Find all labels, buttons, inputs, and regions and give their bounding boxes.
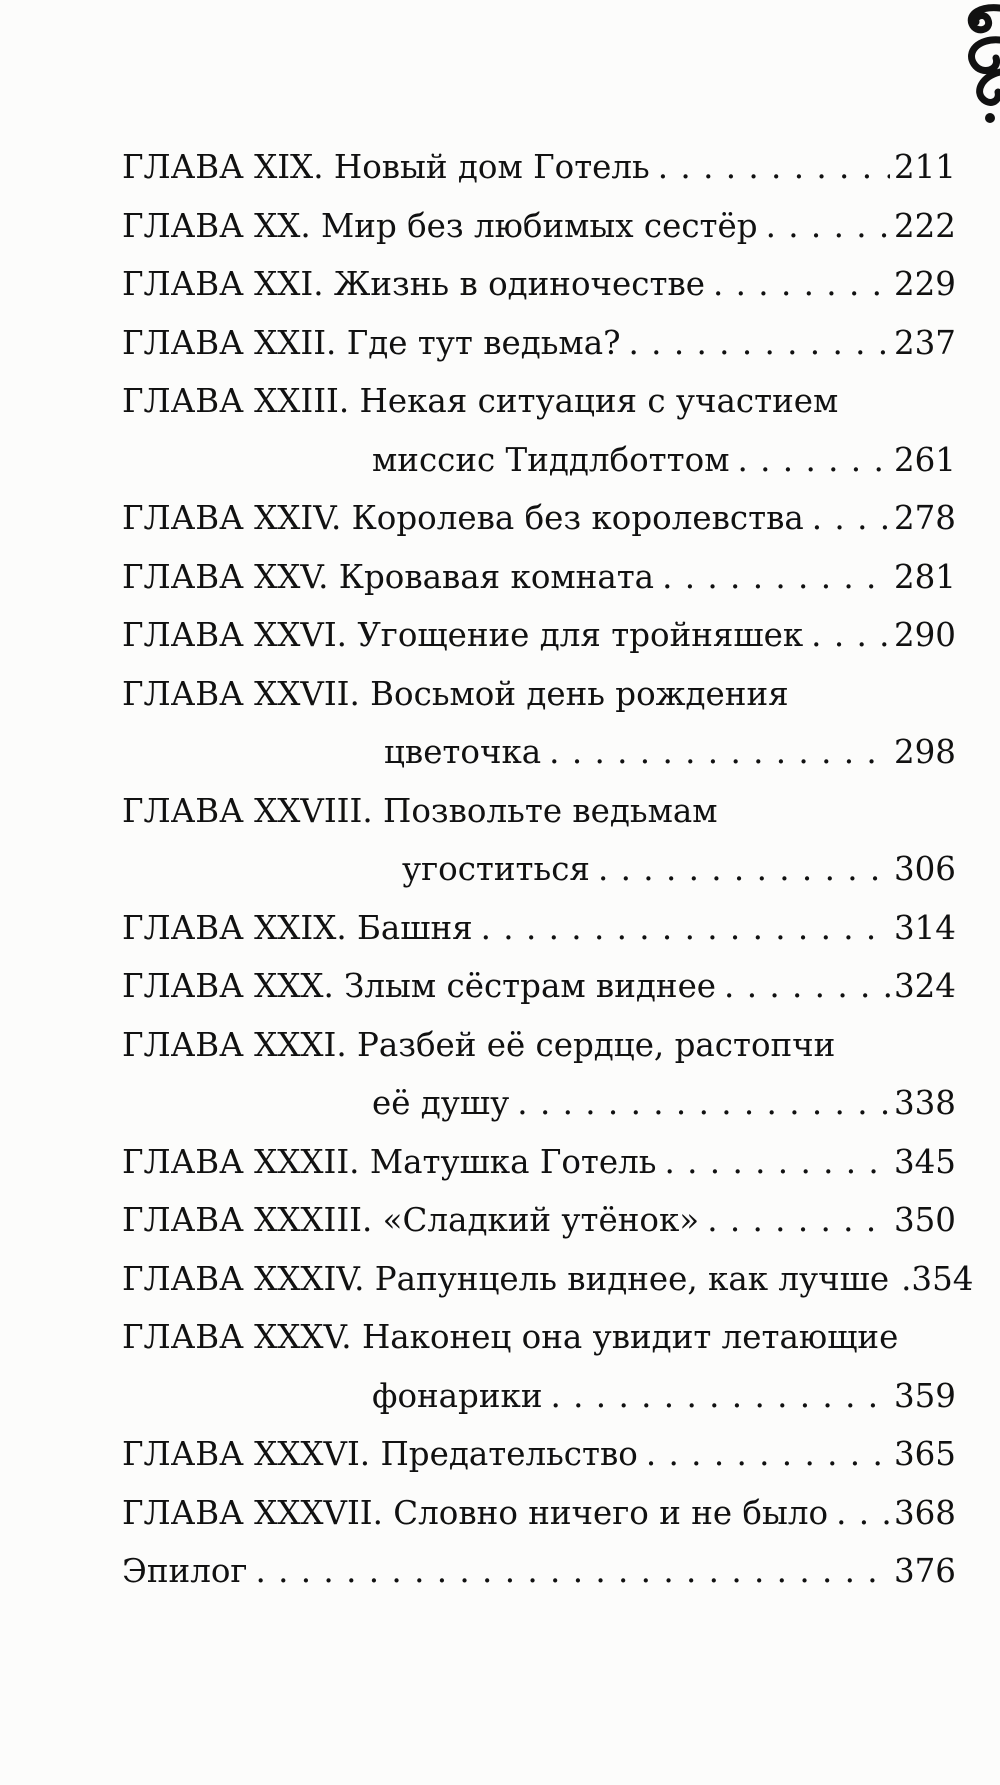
toc-page-number: 338 xyxy=(893,1084,956,1122)
toc-line xyxy=(122,1425,956,1484)
toc-title-text: фонарики xyxy=(372,1376,543,1415)
toc-line-title xyxy=(122,1016,956,1075)
toc-title-text: ГЛАВА XIX. Новый дом Готель xyxy=(122,148,650,186)
toc-line xyxy=(122,1074,956,1133)
toc-leader-dots xyxy=(716,957,890,1016)
toc-title-text: ГЛАВА XXXVI. Предательство xyxy=(122,1435,638,1473)
toc-line-title xyxy=(122,1308,956,1367)
toc-title-text: ГЛАВА XXVI. Угощение для тройняшек xyxy=(122,616,804,654)
toc-title-text: миссис Тиддлботтом xyxy=(372,440,730,479)
toc-title-text: ГЛАВА XXI. Жизнь в одиночестве xyxy=(122,265,705,303)
toc-title-text: ГЛАВА XXXV. Наконец она увидит летающие xyxy=(122,1318,899,1356)
toc-page-number: 278 xyxy=(893,499,956,537)
toc-leader-dots xyxy=(541,723,890,782)
toc-line xyxy=(122,489,956,548)
toc-leader-dots xyxy=(509,1074,890,1133)
toc-line-title xyxy=(122,782,956,841)
toc-line xyxy=(122,1367,956,1426)
toc-page-number: 237 xyxy=(893,323,956,362)
toc-title-text: ГЛАВА XXIX. Башня xyxy=(122,908,473,947)
toc-title-text: ГЛАВА XXVII. Восьмой день рождения xyxy=(122,674,789,713)
toc-page-number: 368 xyxy=(893,1493,956,1532)
toc-line xyxy=(122,840,956,899)
toc-entry xyxy=(122,489,956,548)
flourish-ornament-icon xyxy=(930,0,1000,135)
toc-title-text: ГЛАВА XXII. Где тут ведьма? xyxy=(122,323,621,362)
toc-entry xyxy=(122,1542,956,1601)
toc-title-text: ГЛАВА XXX. Злым сёстрам виднее xyxy=(122,967,717,1005)
toc-line xyxy=(122,606,956,665)
toc-page-number: 359 xyxy=(893,1376,956,1415)
toc-title-text: ГЛАВА XXVIII. Позвольте ведьмам xyxy=(122,791,718,830)
toc-leader-dots xyxy=(542,1367,889,1426)
toc-page-number: 261 xyxy=(893,440,956,479)
toc-title-text: ГЛАВА XXIV. Королева без королевства xyxy=(122,499,804,537)
toc-entry xyxy=(122,372,956,489)
toc-leader-dots xyxy=(705,255,890,314)
toc-page-number: 324 xyxy=(893,967,956,1005)
toc-leader-dots xyxy=(650,138,890,197)
toc-line xyxy=(122,957,956,1016)
toc-line xyxy=(122,1250,974,1309)
toc-line xyxy=(122,1191,956,1250)
toc-line xyxy=(122,723,956,782)
toc-entry xyxy=(122,255,956,314)
toc-page-number: 345 xyxy=(893,1142,956,1181)
toc-page-number: 290 xyxy=(893,616,956,654)
toc-leader-dots xyxy=(654,548,890,607)
toc-page-number: 229 xyxy=(893,265,956,303)
toc-page-number: 314 xyxy=(893,908,956,947)
toc-entry xyxy=(122,1425,956,1484)
toc-title-text: Эпилог xyxy=(122,1552,248,1590)
toc-entry xyxy=(122,197,956,256)
toc-entry xyxy=(122,957,956,1016)
toc-entry xyxy=(122,548,956,607)
toc-leader-dots xyxy=(889,1250,897,1309)
toc-title-text: ГЛАВА XX. Мир без любимых сестёр xyxy=(122,206,758,245)
toc-leader-dots xyxy=(590,840,890,899)
toc-title-text: цветочка xyxy=(384,733,542,771)
toc-title-text: ГЛАВА XXXVII. Словно ничего и не было xyxy=(122,1493,829,1532)
toc-entry xyxy=(122,1016,956,1133)
toc-title-text: ГЛАВА XXIII. Некая ситуация с участием xyxy=(122,382,839,420)
toc-title-text: ГЛАВА XXXII. Матушка Готель xyxy=(122,1142,657,1181)
toc-line xyxy=(122,548,956,607)
toc-page-number: 281 xyxy=(893,557,956,596)
toc-leader-dots xyxy=(804,489,890,548)
toc-line xyxy=(122,138,956,197)
toc-title-text: ГЛАВА XXXIV. Рапунцель виднее, как лучше xyxy=(122,1259,890,1298)
toc-page-number: 350 xyxy=(893,1201,956,1239)
toc-title-text: угоститься xyxy=(402,850,590,888)
toc-page-number: 306 xyxy=(893,850,956,888)
toc-leader-dots xyxy=(729,431,889,490)
toc-title-text: её душу xyxy=(372,1084,510,1122)
toc-leader-dots xyxy=(699,1191,890,1250)
toc-line xyxy=(122,899,956,958)
toc-line xyxy=(122,197,956,256)
toc-page-number: 222 xyxy=(893,206,956,245)
toc-page-number: 365 xyxy=(893,1435,956,1473)
toc-page-number: .354 xyxy=(901,1259,974,1298)
toc-entry xyxy=(122,665,956,782)
toc-line xyxy=(122,1484,956,1543)
toc-entry xyxy=(122,1191,956,1250)
toc-page-number: 211 xyxy=(893,148,956,186)
toc-entry xyxy=(122,606,956,665)
toc-page-number: 298 xyxy=(893,733,956,771)
toc-line xyxy=(122,1133,956,1192)
toc-title-text: ГЛАВА XXXI. Разбей её сердце, растопчи xyxy=(122,1025,836,1064)
toc-page-number: 376 xyxy=(893,1552,956,1590)
toc-line xyxy=(122,255,956,314)
toc-entry xyxy=(122,314,956,373)
toc-leader-dots xyxy=(656,1133,889,1192)
toc-entry xyxy=(122,1484,956,1543)
toc-leader-dots xyxy=(758,197,890,256)
toc-title-text: ГЛАВА XXXIII. «Сладкий утёнок» xyxy=(122,1201,700,1239)
toc-line xyxy=(122,1542,956,1601)
toc-entry xyxy=(122,1250,974,1309)
toc-leader-dots xyxy=(828,1484,890,1543)
toc-line xyxy=(122,314,956,373)
toc-entry xyxy=(122,782,956,899)
toc-leader-dots xyxy=(638,1425,890,1484)
toc-entry xyxy=(122,899,956,958)
toc-line-title xyxy=(122,372,956,431)
toc-entry xyxy=(122,1308,956,1425)
toc-leader-dots xyxy=(247,1542,890,1601)
toc-leader-dots xyxy=(473,899,890,958)
table-of-contents xyxy=(122,138,974,1601)
toc-line xyxy=(122,431,956,490)
toc-title-text: ГЛАВА XXV. Кровавая комната xyxy=(122,557,655,596)
toc-line-title xyxy=(122,665,956,724)
toc-entry xyxy=(122,138,956,197)
toc-leader-dots xyxy=(803,606,890,665)
toc-leader-dots xyxy=(621,314,890,373)
toc-entry xyxy=(122,1133,956,1192)
